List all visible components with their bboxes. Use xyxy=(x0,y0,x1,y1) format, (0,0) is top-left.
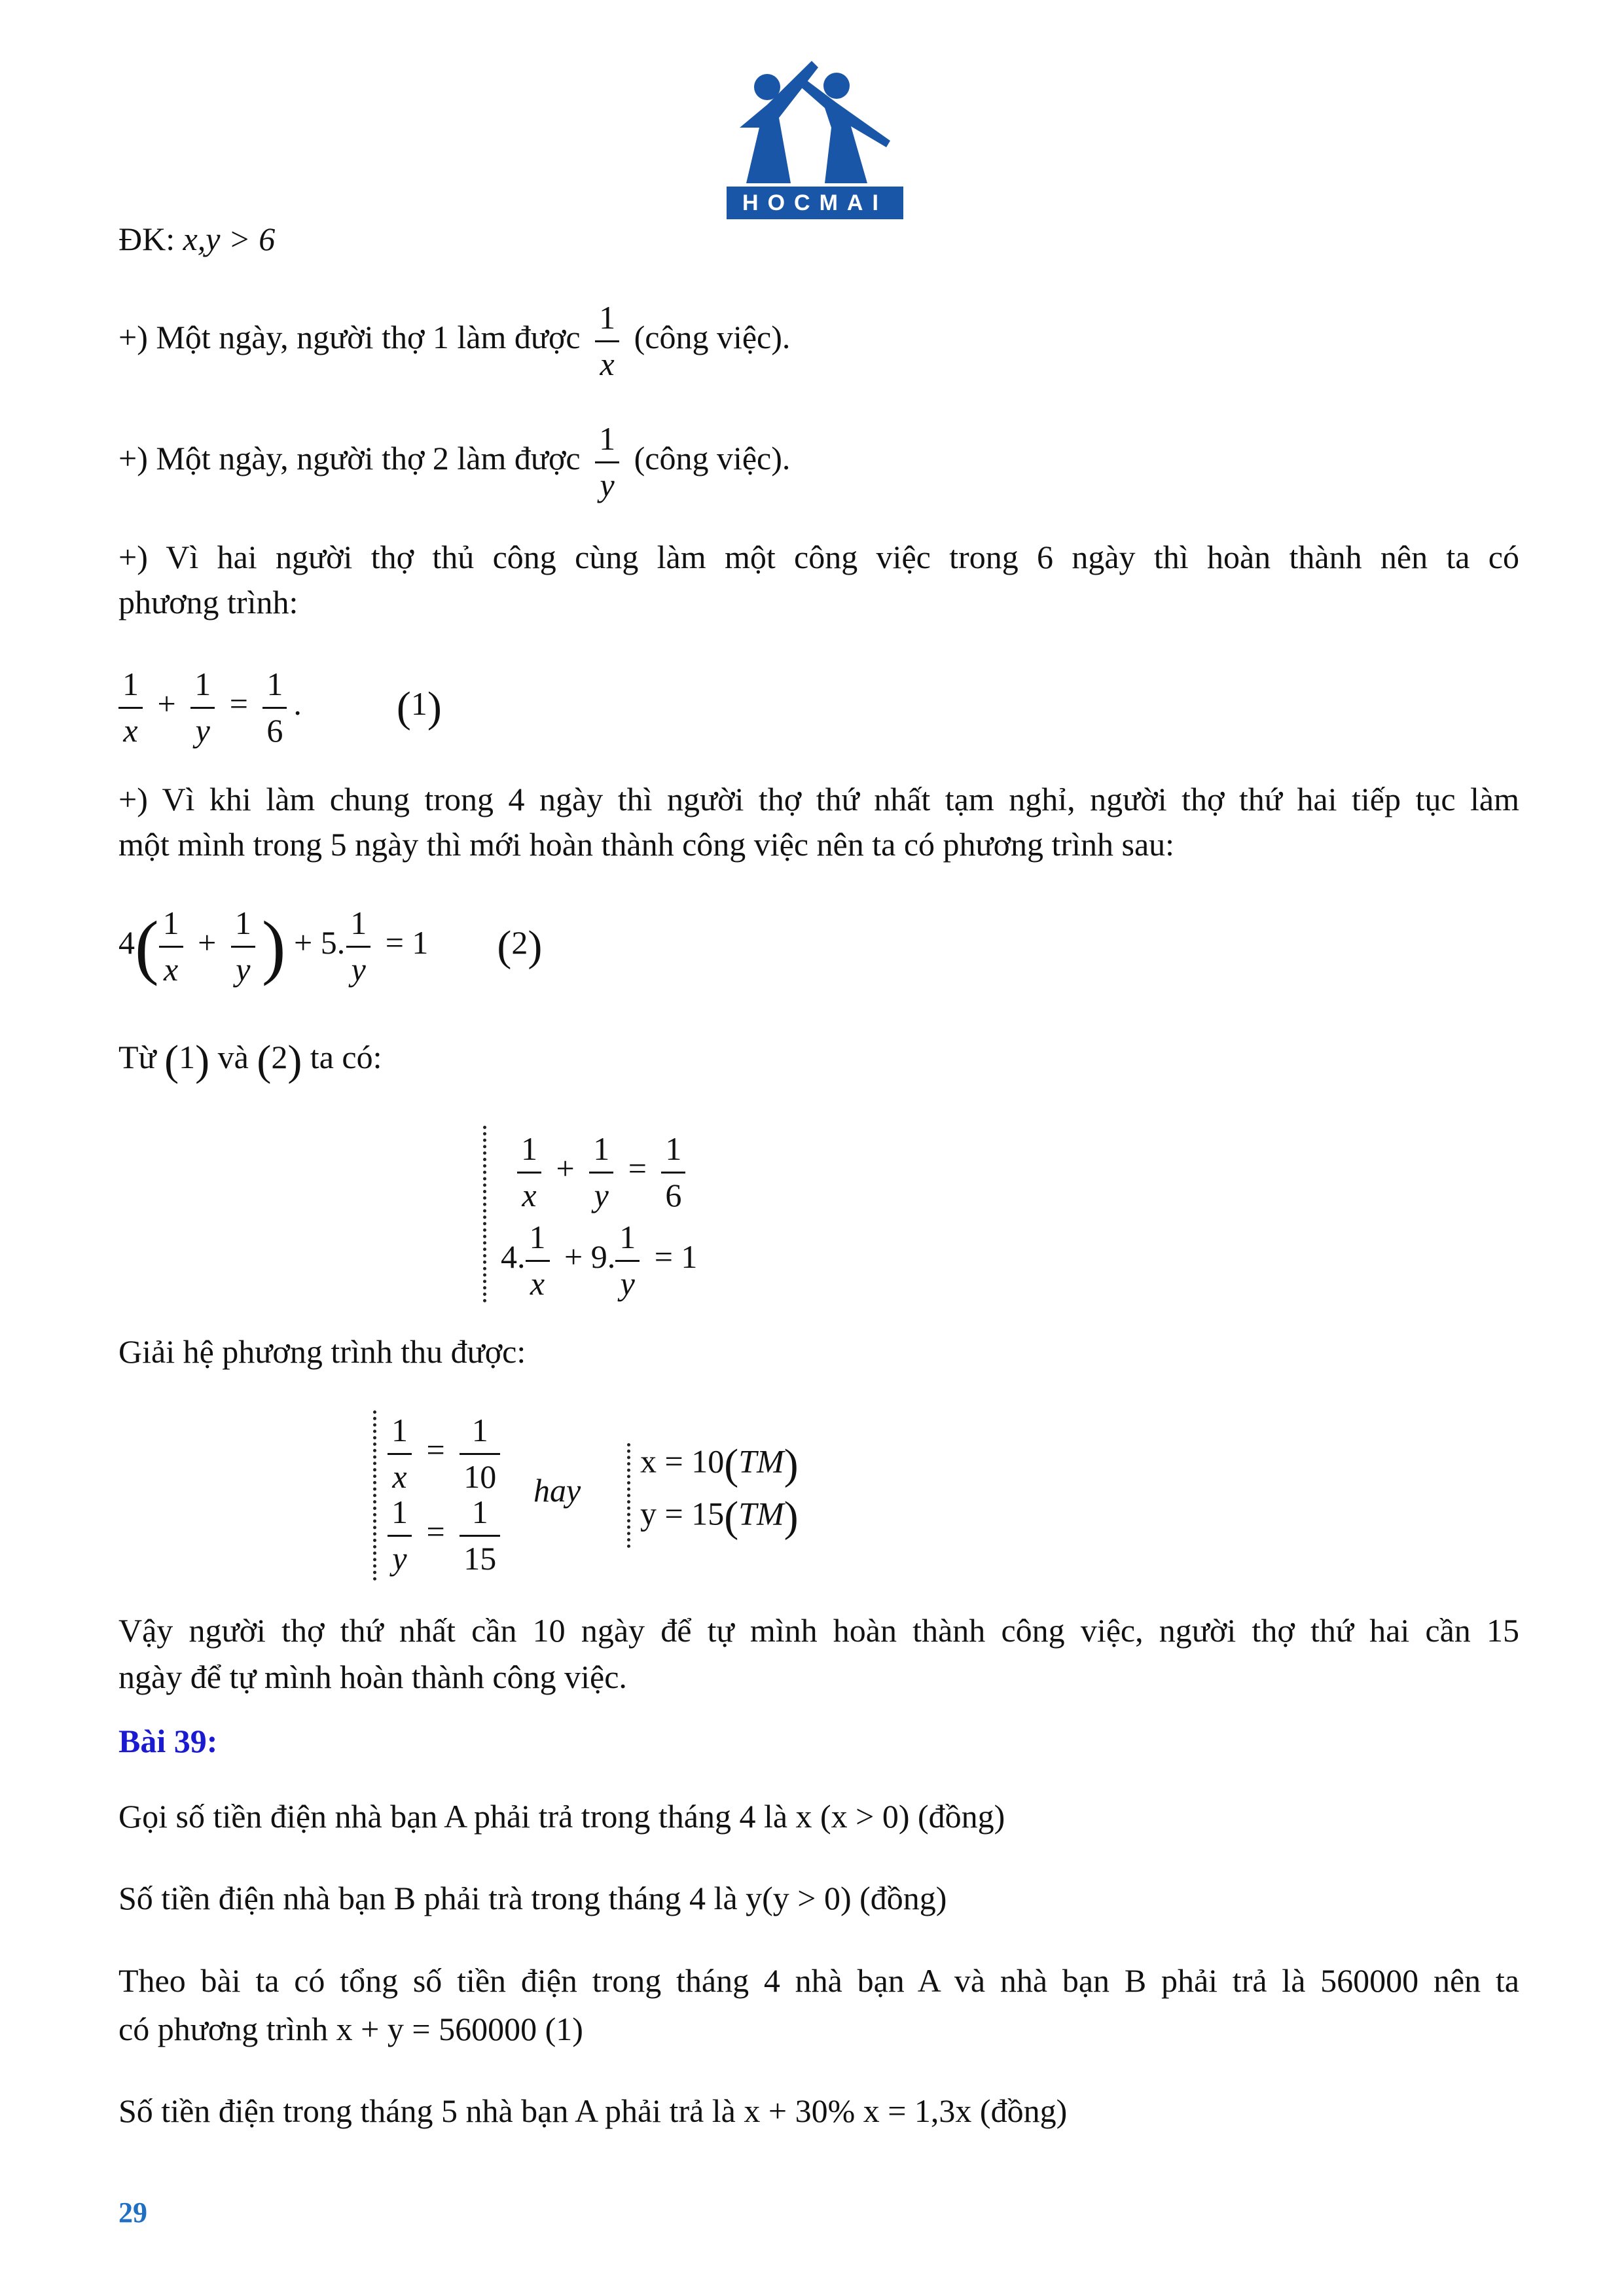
combine-line: Từ (1) và (2) ta có: xyxy=(118,1036,382,1085)
system-3-brace xyxy=(627,1443,637,1548)
paragraph-together-cont: phương trình: xyxy=(118,584,298,620)
equation-2: 4( $\frac{1}{x}$ + $\frac{1}{y}$ ) + 5. $\frac{1}{y}$ = 1 (2) xyxy=(118,905,543,988)
hay-word: hay xyxy=(533,1472,581,1509)
total-statement: Theo bài ta có tổng số tiền điện trong tháng 4 nhà bạn A và nhà bạn B phải trả là 560000 nên ta xyxy=(118,1962,1519,1999)
worker1-unit: (công việc). xyxy=(634,319,791,355)
equation-1: $\frac{1}{x}$ + $\frac{1}{y}$ = $\frac{1}{6}$ . (1) xyxy=(118,661,442,747)
worker2-unit: (công việc). xyxy=(634,440,791,476)
system-2-row-1: $\frac{1}{x}$ = $\frac{1}{10}$ xyxy=(388,1414,507,1493)
conclusion: Vậy người thợ thứ nhất cần 10 ngày để tự mình hoàn thành công việc, người thợ thứ hai cần 15 xyxy=(118,1612,1519,1649)
equation-1-label: 1 xyxy=(410,685,427,722)
let-statement: Gọi số tiền điện nhà bạn A phải trả trong tháng 4 là x (x > 0) (đồng) xyxy=(118,1798,1005,1835)
fraction-1-over-x: $\frac{1}{x}$ xyxy=(595,301,619,380)
hocmai-logo xyxy=(727,56,903,219)
equation-2-label: 2 xyxy=(511,924,528,961)
page-number: 29 xyxy=(118,2197,147,2229)
system-1-row-2: 4. $\frac{1}{x}$ + 9. $\frac{1}{y}$ = 1 xyxy=(501,1219,698,1302)
paragraph-four-days: +) Vì khi làm chung trong 4 ngày thì người thợ thứ nhất tạm nghỉ, người thợ thứ hai tiếp tục làm xyxy=(118,781,1519,817)
condition-value: x,y > 6 xyxy=(183,221,276,257)
worker1-text: +) Một ngày, người thợ 1 làm được xyxy=(118,319,581,355)
worker2-text: +) Một ngày, người thợ 2 làm được xyxy=(118,440,581,476)
solution-y: y = 15(TM) xyxy=(640,1493,799,1541)
paragraph-four-days-cont: một mình trong 5 ngày thì mới hoàn thành công việc nên ta có phương trình sau: xyxy=(118,826,1175,863)
worker2-line xyxy=(118,420,791,504)
may-statement: Số tiền điện trong tháng 5 nhà bạn A phải trả là x + 30% x = 1,3x (đồng) xyxy=(118,2092,1068,2129)
system-2-row-2: $\frac{1}{y}$ = $\frac{1}{15}$ xyxy=(388,1496,507,1575)
system-2-brace xyxy=(373,1410,383,1581)
house-b-statement: Số tiền điện nhà bạn B phải trà trong tháng 4 là y(y > 0) (đồng) xyxy=(118,1880,947,1916)
system-1-brace xyxy=(483,1126,493,1302)
exercise-heading: Bài 39: xyxy=(118,1723,218,1759)
worker1-line xyxy=(118,299,791,383)
system-1-row-1: $\frac{1}{x}$ + $\frac{1}{y}$ = $\frac{1}{6}$ xyxy=(517,1132,692,1211)
condition-line xyxy=(118,219,275,259)
total-equation: có phương trình x + y = 560000 (1) xyxy=(118,2011,583,2047)
conclusion-cont: ngày để tự mình hoàn thành công việc. xyxy=(118,1659,627,1695)
hocmai-wordmark: HOCMAI xyxy=(727,187,903,219)
solution-x: x = 10(TM) xyxy=(640,1441,799,1488)
solve-line: Giải hệ phương trình thu được: xyxy=(118,1333,526,1370)
hocmai-figures-icon xyxy=(727,56,903,187)
condition-label: ĐK: xyxy=(118,221,175,257)
fraction-1-over-y: $\frac{1}{y}$ xyxy=(595,422,619,501)
paragraph-together: +) Vì hai người thợ thủ công cùng làm một công việc trong 6 ngày thì hoàn thành nên ta có xyxy=(118,539,1519,575)
